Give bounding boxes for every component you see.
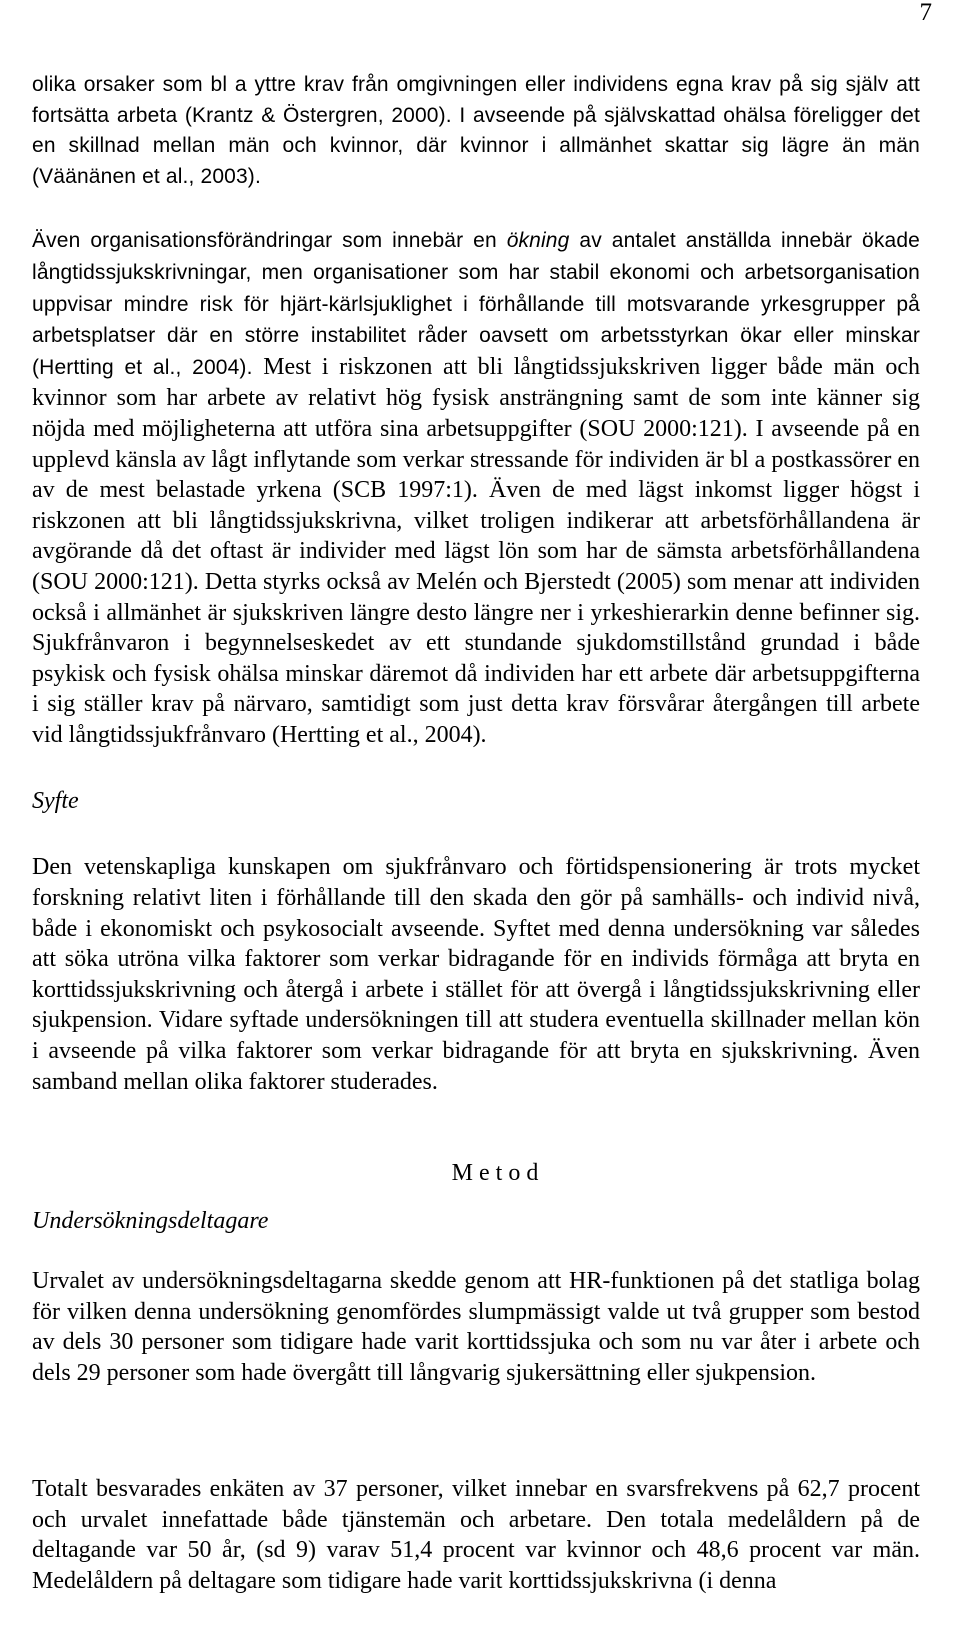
paragraph-totalt: Totalt besvarades enkäten av 37 personer, vilket innebar en svarsfrekvens på 62,7 procent och urvalet innefattade både tjänstemän och arbetare. Den totala medelåldern på de deltagande var 50 år, (sd 9) varav 51,4 procent var kvinnor och 48,6 procent var män. Medelåldern på deltagare som tidigare hade varit korttidssjukskrivna (i denna xyxy=(32,1476,920,1594)
paragraph-organisation xyxy=(32,225,920,750)
paragraph-text-sans: Även organisationsförändringar som innebär en ökning av antalet anställda innebär ökade långtidssjukskrivningar, men organisationer som har stabil ekonomi och arbetsorganisation uppvisar mindre risk för hjärt-kärlsjuklighet i förhållande till motsvarande yrkesgrupper på arbetsplatser där en större instabilitet råder oavsett om arbetsstyrkan ökar eller minskar (Hertting et al., 2004). xyxy=(32,229,920,379)
deltagare-block-1 xyxy=(32,1266,920,1388)
intro-block xyxy=(32,70,920,1097)
heading-metod: Metod xyxy=(451,1160,545,1186)
deltagare-block-2 xyxy=(32,1474,920,1596)
page-number: 7 xyxy=(919,0,932,26)
heading-undersokningsdeltagare: Undersökningsdeltagare xyxy=(32,1208,269,1234)
paragraph-syfte: Den vetenskapliga kunskapen om sjukfrånvaro och förtidspensionering är trots mycket forskning relativt liten i förhållande till den skada den gör på samhälls- och individ nivå, både i ekonomiskt och psykosocialt avseende. Syftet med denna undersökning var således att söka utröna vilka faktorer som verkar bidragande för en individs förmåga att bryta en korttidssjukskrivning och återgå i arbete i stället för att övergå i långtidssjukskrivning eller sjukpension. Vidare syftade undersökningen till att studera eventuella skillnader mellan kön i avseende på vilka faktorer som verkar bidragande för att bryta en sjukskrivning. Även samband mellan olika faktorer studerades. xyxy=(32,854,920,1095)
emphasis-okning: ökning xyxy=(506,229,570,253)
paragraph-continuation xyxy=(32,70,920,192)
paragraph-line: lägre än män (Väänänen et al., 2003). xyxy=(32,134,920,188)
paragraph-text-serif: Mest i riskzonen att bli långtidssjukskriven ligger både män och kvinnor som har arbete av relativt hög fysisk ansträngning samt de som inte känner sig nöjda med möjligheterna att utföra sina arbetsuppgifter (SOU 2000:121). I avseende på en upplevd känsla av lågt inflytande som verkar stressande för individen är bl a postkassörer en av de mest belastade yrkena (SCB 1997:1). Även de med lägst inkomst ligger högst i riskzonen att bli långtidssjukskrivna, vilket troligen indikerar att arbetsförhållandena är avgörande då det oftast är individer med lägst lön som har de sämsta arbetsförhållandena (SOU 2000:121). Detta styrks också av Melén och Bjerstedt (2005) som menar att individen också i allmänhet är sjukskriven längre desto längre ner i yrkeshierarkin denne befinner sig. Sjukfrånvaron i begynnelseskedet av ett stundande sjukdomstillstånd grundad i både psykisk och fysisk ohälsa minskar däremot då individen har ett arbete där arbetsuppgifterna i sig ställer krav på närvaro, samtidigt som just detta krav försvårar återgången till arbete vid långtidssjukfrånvaro (Hertting et al., 2004). xyxy=(32,353,921,748)
paragraph-line: olika orsaker som bl a yttre krav från omgivningen eller individens egna krav på sig xyxy=(32,73,838,96)
heading-syfte: Syfte xyxy=(32,788,79,815)
paragraph-line: föreligger det en skillnad mellan män och kvinnor, där kvinnor i allmänhet skattar sig xyxy=(32,103,920,158)
paragraph-urval: Urvalet av undersökningsdeltagarna skedde genom att HR-funktionen på det statliga bolag för vilken denna undersökning genomfördes slumpmässigt valde ut två grupper som bestod av dels 30 personer som tidigare hade varit korttidssjuka och som nu var åter i arbete och dels 29 personer som hade övergått till långvarig sjukersättning eller sjukpension. xyxy=(32,1268,920,1386)
paragraph-line: själv att fortsätta arbeta (Krantz & Östergren, 2000). I avseende på självskattad ohälsa xyxy=(32,73,920,127)
